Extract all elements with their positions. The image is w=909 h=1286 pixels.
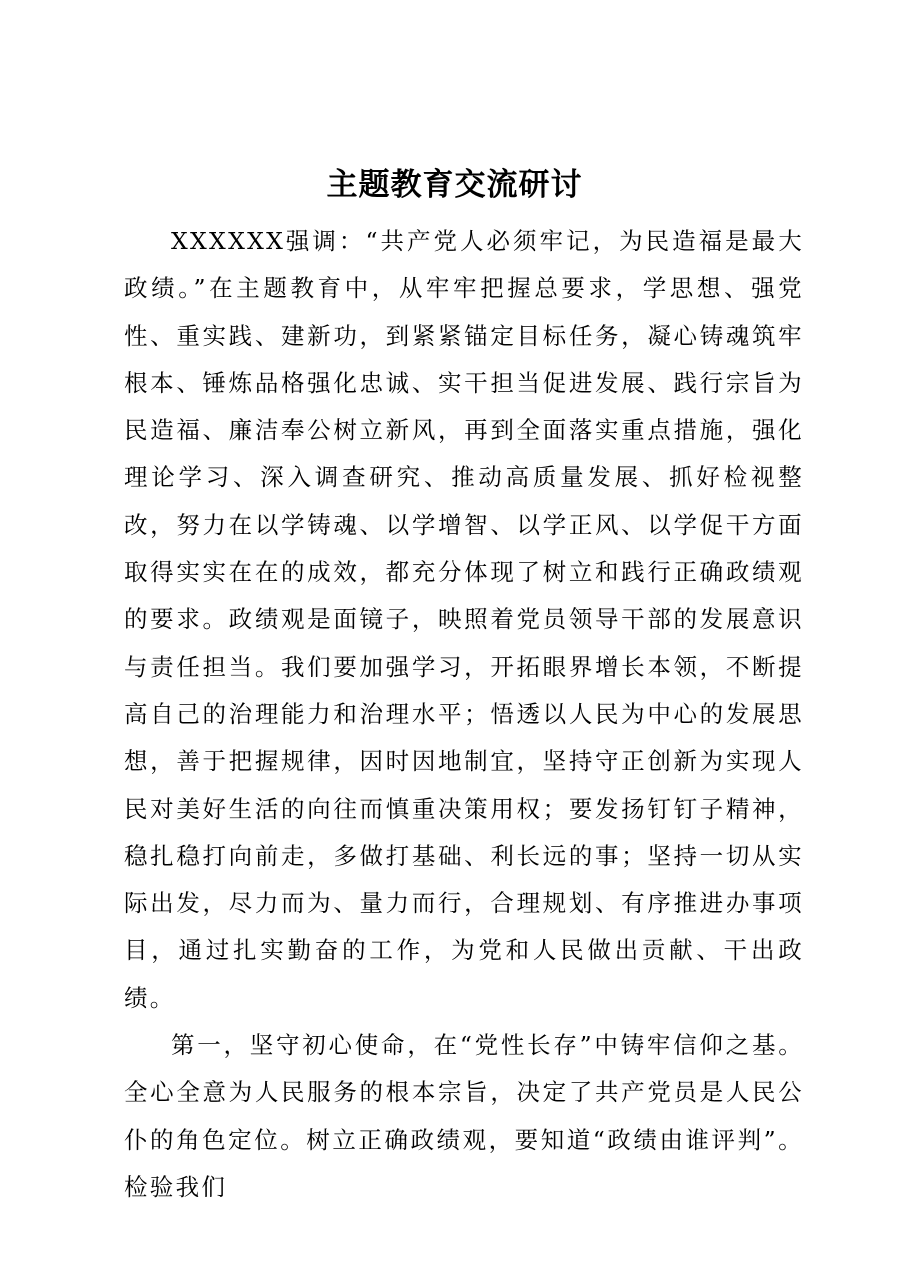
document-title: 主题教育交流研讨 — [326, 167, 583, 203]
paragraph-first-point: 第一，坚守初心使命，在“党性长存”中铸牢信仰之基。全心全意为人民服务的根本宗旨，决定了共产党员是人民公仆的角色定位。树立正确政绩观，要知道“政绩由谁评判”。检验我们 — [124, 1031, 804, 1201]
document-body — [124, 218, 804, 1211]
paragraph-intro: XXXXXX强调：“共产党人必须牢记，为民造福是最大政绩。”在主题教育中，从牢牢把握总要求，学思想、强党性、重实践、建新功，到紧紧锚定目标任务，凝心铸魂筑牢根本、锤炼品格强化忠诚、实干担当促进发展、践行宗旨为民造福、廉洁奉公树立新风，再到全面落实重点措施，强化理论学习、深入调查研究、推动高质量发展、抓好检视整改，努力在以学铸魂、以学增智、以学正风、以学促干方面取得实实在在的成效，都充分体现了树立和践行正确政绩观的要求。政绩观是面镜子，映照着党员领导干部的发展意识与责任担当。我们要加强学习，开拓眼界增长本领，不断提高自己的治理能力和治理水平；悟透以人民为中心的发展思想，善于把握规律，因时因地制宜，坚持守正创新为实现人民对美好生活的向往而慎重决策用权；要发扬钉钉子精神，稳扎稳打向前走，多做打基础、利长远的事；坚持一切从实际出发，尽力而为、量力而行，合理规划、有序推进办事项目，通过扎实勤奋的工作，为党和人民做出贡献、干出政绩。 — [124, 227, 804, 1012]
